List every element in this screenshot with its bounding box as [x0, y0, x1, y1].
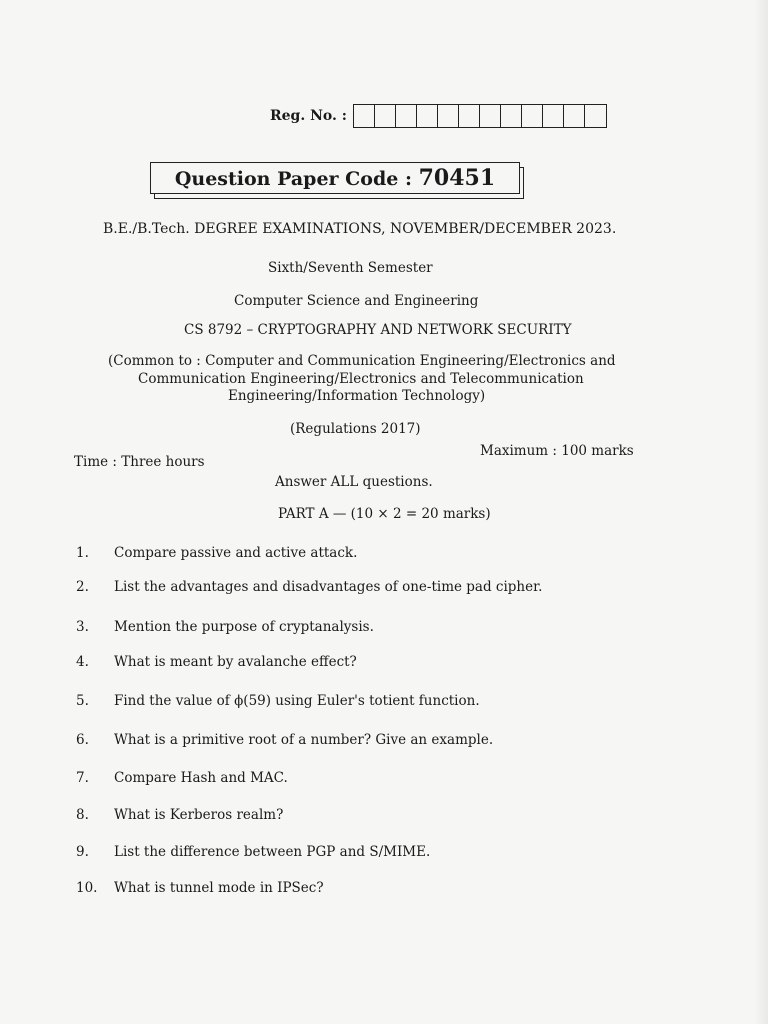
reg-no-boxes	[353, 104, 607, 128]
question-item	[76, 844, 430, 860]
question-item	[76, 770, 288, 786]
code-box-frame	[150, 162, 520, 194]
reg-no-box	[522, 105, 543, 127]
question-text: What is a primitive root of a number? Give an example.	[114, 732, 494, 748]
time-label: Time : Three hours	[74, 454, 205, 470]
reg-no-box	[438, 105, 459, 127]
code-number: 70451	[418, 165, 496, 191]
question-item	[76, 654, 357, 670]
reg-no-box	[585, 105, 606, 127]
question-number: 9.	[76, 844, 89, 860]
question-item	[76, 732, 493, 748]
question-number: 4.	[76, 654, 89, 670]
part-heading: PART A — (10 × 2 = 20 marks)	[278, 506, 491, 522]
question-text: Compare passive and active attack.	[114, 545, 358, 561]
question-number: 6.	[76, 732, 89, 748]
question-number: 2.	[76, 579, 89, 595]
common-line-2: Communication Engineering/Electronics and Telecommunication	[138, 371, 584, 387]
reg-no-box	[543, 105, 564, 127]
question-text: What is meant by avalanche effect?	[114, 654, 357, 670]
department: Computer Science and Engineering	[234, 293, 479, 309]
reg-no-box	[375, 105, 396, 127]
question-text: Find the value of ϕ(59) using Euler's totient function.	[114, 693, 480, 709]
question-text: List the advantages and disadvantages of one-time pad cipher.	[114, 579, 543, 595]
semester: Sixth/Seventh Semester	[268, 260, 433, 276]
code-text	[175, 165, 495, 191]
question-number: 1.	[76, 545, 89, 561]
question-item	[76, 807, 283, 823]
reg-no-box	[396, 105, 417, 127]
question-item	[76, 693, 480, 709]
question-text: What is tunnel mode in IPSec?	[114, 880, 324, 896]
question-item	[76, 545, 357, 561]
scan-edge	[754, 0, 768, 1024]
question-text: Compare Hash and MAC.	[114, 770, 288, 786]
question-number: 8.	[76, 807, 89, 823]
reg-no	[270, 104, 607, 128]
instruction: Answer ALL questions.	[275, 474, 433, 490]
question-number: 3.	[76, 619, 89, 635]
question-text: List the difference between PGP and S/MIME.	[114, 844, 431, 860]
exam-title: B.E./B.Tech. DEGREE EXAMINATIONS, NOVEMBER/DECEMBER 2023.	[103, 221, 617, 237]
question-number: 7.	[76, 770, 89, 786]
question-item	[76, 619, 374, 635]
common-line-3: Engineering/Information Technology)	[228, 388, 486, 404]
reg-no-box	[564, 105, 585, 127]
common-line-1: (Common to : Computer and Communication Engineering/Electronics and	[108, 353, 616, 369]
question-item	[76, 579, 542, 595]
question-number: 5.	[76, 693, 89, 709]
question-text: Mention the purpose of cryptanalysis.	[114, 619, 374, 635]
reg-no-label: Reg. No. :	[270, 108, 347, 124]
question-item	[76, 880, 324, 896]
code-label: Question Paper Code :	[174, 168, 412, 190]
question-number: 10.	[76, 880, 98, 896]
reg-no-box	[417, 105, 438, 127]
reg-no-box	[480, 105, 501, 127]
question-paper-code-box	[150, 162, 522, 198]
course-title: CS 8792 – CRYPTOGRAPHY AND NETWORK SECURITY	[184, 322, 572, 338]
reg-no-box	[459, 105, 480, 127]
regulations: (Regulations 2017)	[290, 421, 421, 437]
reg-no-box	[354, 105, 375, 127]
question-text: What is Kerberos realm?	[114, 807, 284, 823]
reg-no-box	[501, 105, 522, 127]
max-marks: Maximum : 100 marks	[480, 443, 634, 459]
